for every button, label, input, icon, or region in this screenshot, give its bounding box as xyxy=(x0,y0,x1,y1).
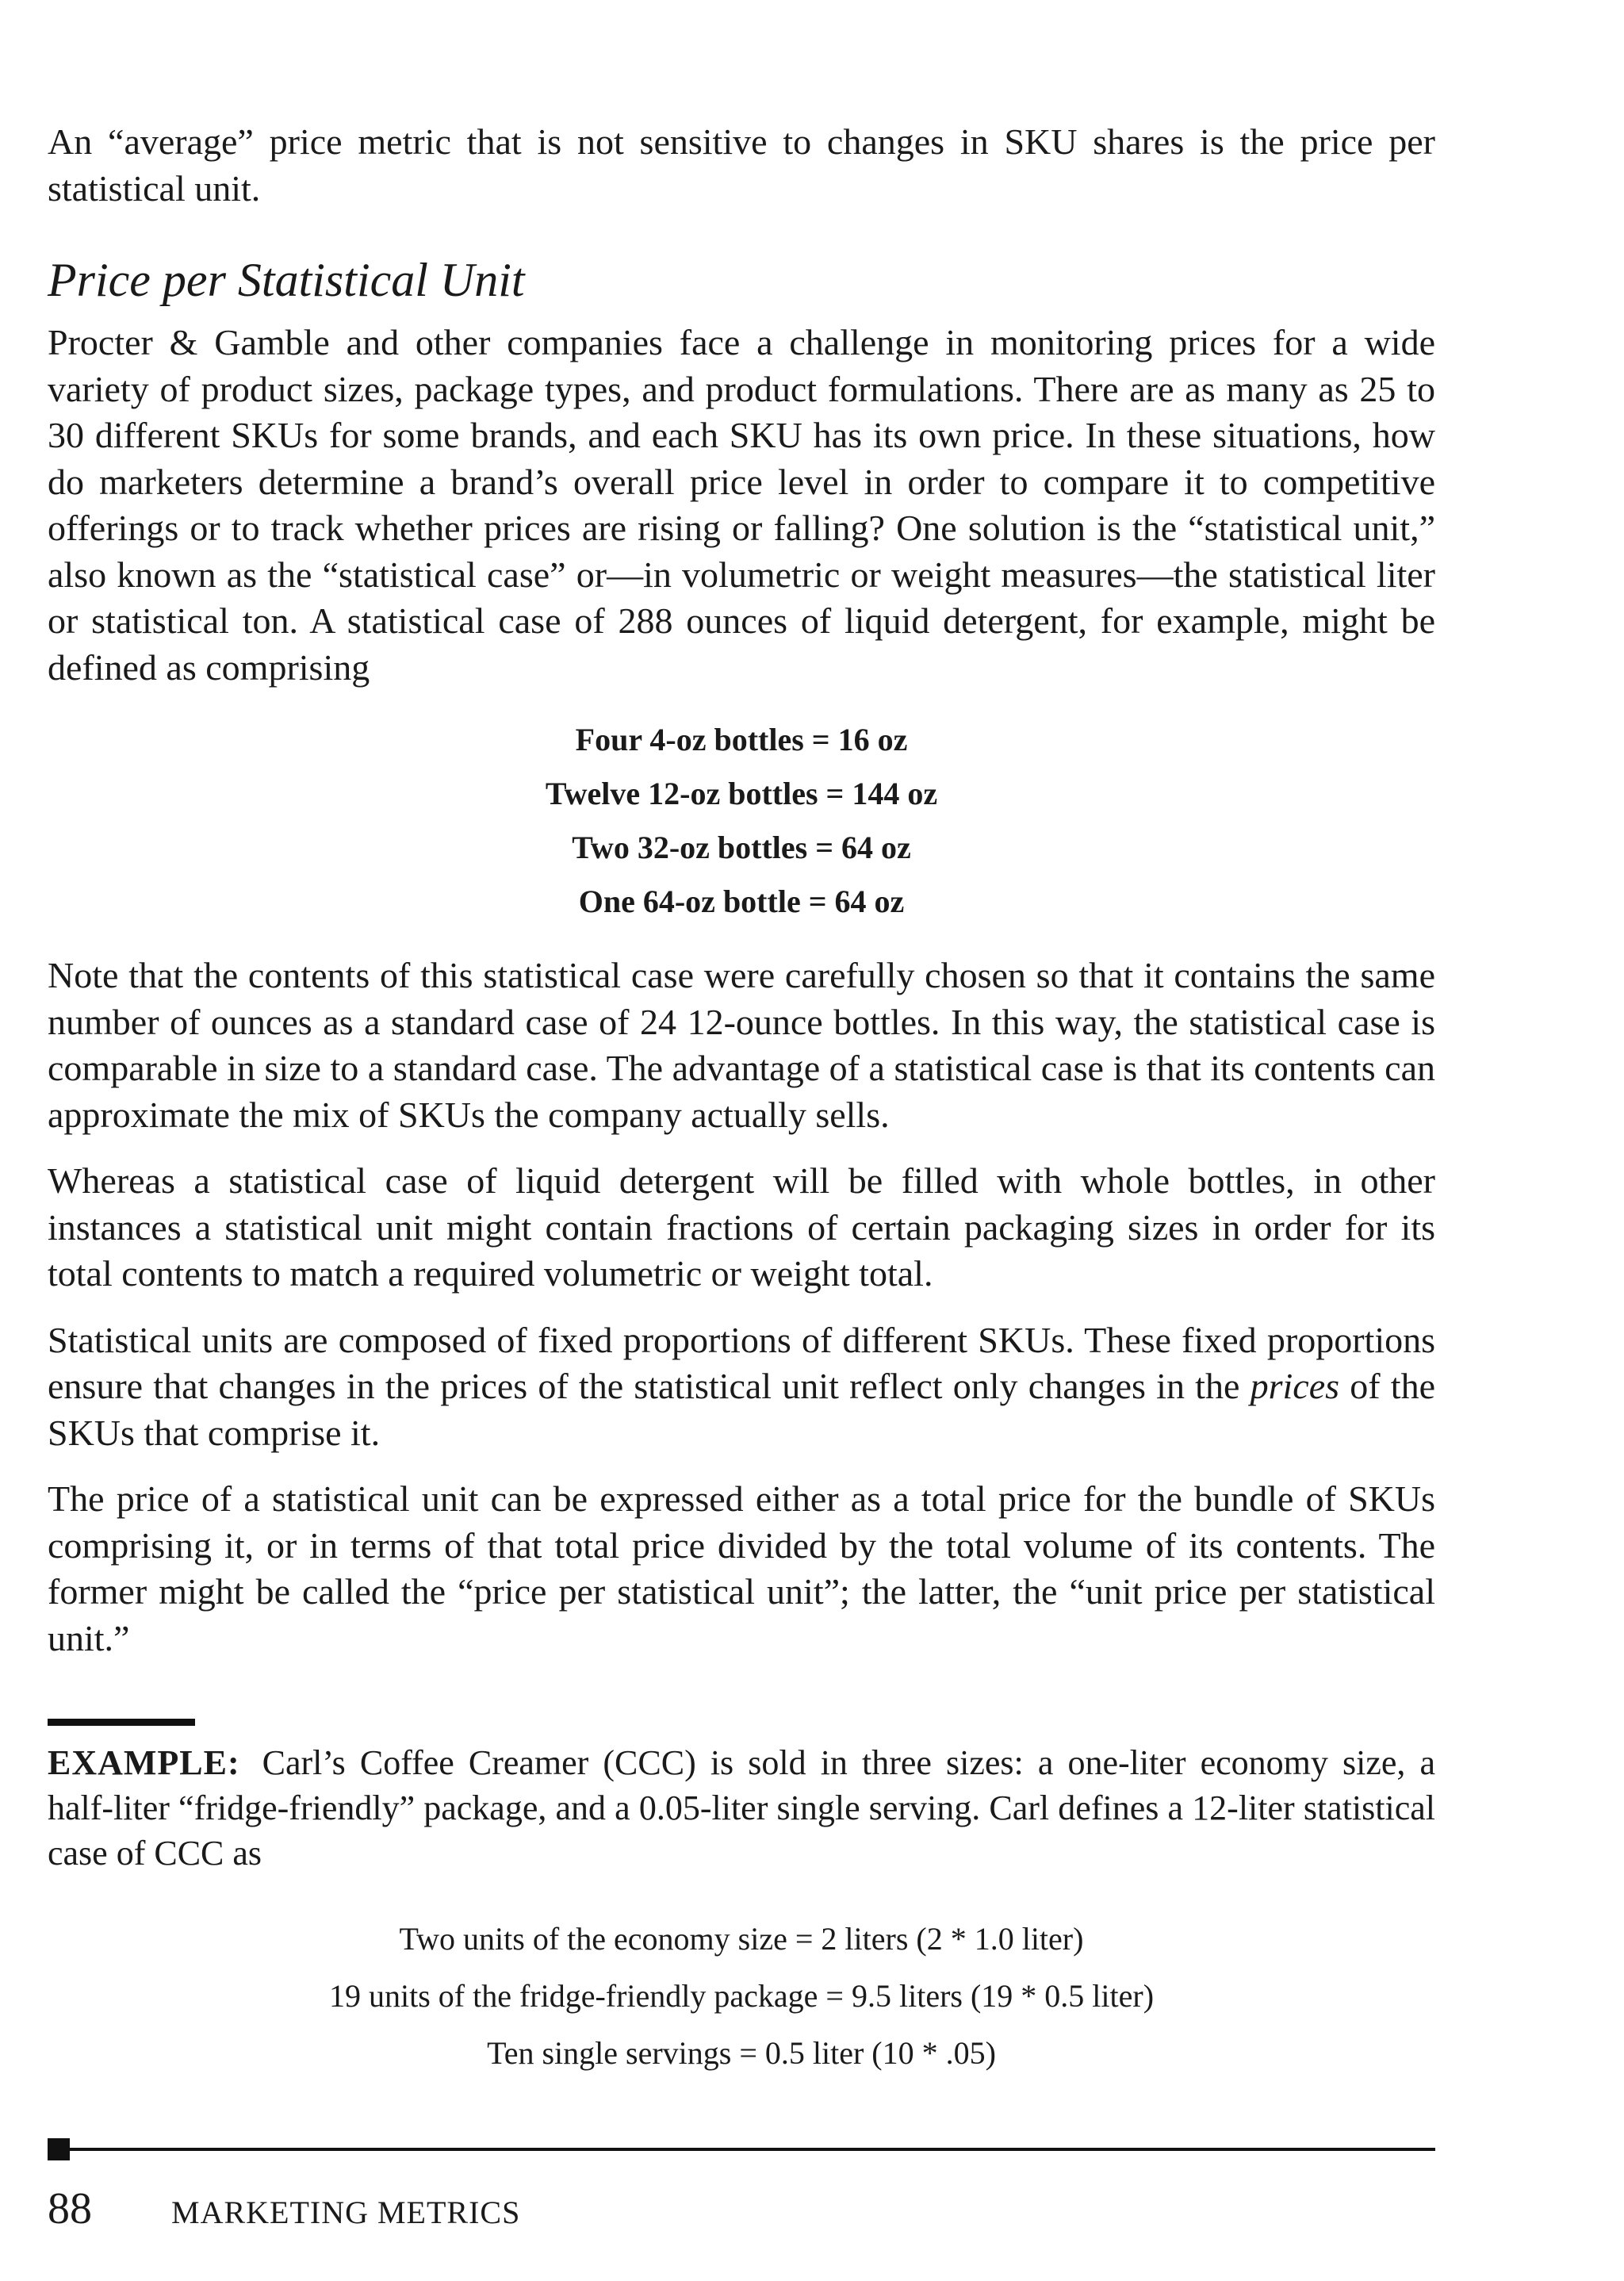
page-footer xyxy=(48,2181,520,2237)
intro-paragraph: An “average” price metric that is not sensitive to changes in SKU shares is the price per statistical unit. xyxy=(48,121,1435,209)
paragraph-5: The price of a statistical unit can be expressed either as a total price for the bundle of SKUs comprising it, or in terms of that total price divided by the total volume of its contents. The former might be called the “price per statistical unit”; the latter, the “unit price per statistical unit.” xyxy=(48,1478,1435,1658)
detergent-case-list xyxy=(48,713,1435,929)
page-number: 88 xyxy=(48,2184,92,2233)
paragraph-4-end: of the SKUs that comprise it. xyxy=(48,1366,1436,1453)
footer-rule xyxy=(48,2148,1435,2151)
section-heading: Price per Statistical Unit xyxy=(48,254,525,306)
equation-line: Two units of the economy size = 2 liters (2 * 1.0 liter) xyxy=(399,1921,1084,1957)
equation-line: Four 4-oz bottles = 16 oz xyxy=(575,722,908,757)
page-content xyxy=(48,119,1435,2082)
equation-line: 19 units of the fridge-friendly package = 9.5 liters (19 * 0.5 liter) xyxy=(328,1978,1155,2014)
example-paragraph xyxy=(48,1740,1435,1876)
equation-line: Twelve 12-oz bottles = 144 oz xyxy=(545,776,938,811)
paragraph-4-start: Statistical units are composed of fixed proportions of different SKUs. These fixed proportions ensure that changes in the prices of the statistical unit reflect only changes in the xyxy=(48,1319,1435,1406)
example-top-rule xyxy=(48,1719,195,1726)
paragraph-4 xyxy=(48,1317,1435,1457)
example-label: EXAMPLE: xyxy=(48,1743,240,1782)
creamer-case-list xyxy=(48,1911,1435,2082)
paragraph-4-emphasis: prices xyxy=(1250,1366,1340,1406)
paragraph-1: Procter & Gamble and other companies face a challenge in monitoring prices for a wide variety of product sizes, package types, and product formulations. There are as many as 25 to 30 different SKUs for some brands, and each SKU has its own price. In these situations, how do marketers determine a brand’s overall price level in order to compare it to competitive offerings or to track whether prices are rising or falling? One solution is the “statistical unit,” also known as the “statistical case” or—in volumetric or weight measures—the statistical liter or statistical ton. A statistical case of 288 ounces of liquid detergent, for example, might be defined as comprising xyxy=(48,322,1435,688)
paragraph-2: Note that the contents of this statistical case were carefully chosen so that it contains the same number of ounces as a standard case of 24 12-ounce bottles. In this way, the statistical case is comparable in size to a standard case. The advantage of a statistical case is that its contents can approximate the mix of SKUs the company actually sells. xyxy=(48,955,1435,1135)
equation-line: Two 32-oz bottles = 64 oz xyxy=(572,830,911,865)
paragraph-3: Whereas a statistical case of liquid detergent will be filled with whole bottles, in other instances a statistical unit might contain fractions of certain packaging sizes in order for its total contents to match a required volumetric or weight total. xyxy=(48,1160,1435,1294)
book-title: MARKETING METRICS xyxy=(171,2195,521,2230)
equation-line: Ten single servings = 0.5 liter (10 * .05) xyxy=(487,2035,996,2071)
equation-line: One 64-oz bottle = 64 oz xyxy=(578,884,905,919)
example-text: Carl’s Coffee Creamer (CCC) is sold in three sizes: a one-liter economy size, a half-liter “fridge-friendly” package, and a 0.05-liter single serving. Carl defines a 12-liter statistical case of CCC as xyxy=(48,1743,1435,1873)
